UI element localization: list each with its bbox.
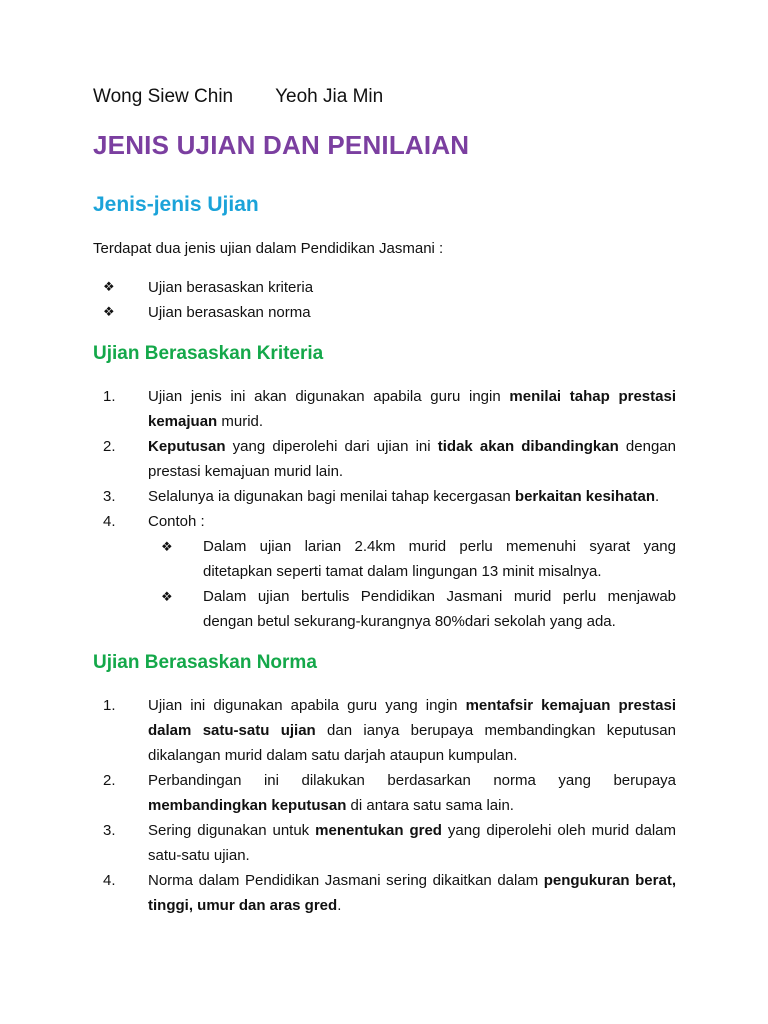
item-text: Contoh :	[148, 513, 205, 530]
list-item-text: Ujian berasaskan kriteria	[148, 279, 314, 296]
numbered-item	[93, 868, 676, 918]
item-text: Ujian ini digunakan apabila guru yang ingin mentafsir kemajuan prestasi dalam satu-satu ujian dan ianya berupaya membandingkan keputusan dikalangan murid dalam satu darjah ataupun kumpulan.	[148, 697, 676, 764]
authors-line	[93, 86, 383, 108]
kriteria-list	[93, 384, 676, 634]
numbered-item	[93, 818, 676, 868]
item-text: Selalunya ia digunakan bagi menilai tahap kecergasan berkaitan kesihatan.	[148, 488, 660, 505]
item-text: Norma dalam Pendidikan Jasmani sering dikaitkan dalam pengukuran berat, tinggi, umur dan aras gred.	[148, 872, 676, 914]
numbered-item	[93, 693, 676, 768]
item-text: Keputusan yang diperolehi dari ujian ini tidak akan dibandingkan dengan prestasi kemajuan murid lain.	[148, 438, 676, 480]
example-text: Dalam ujian larian 2.4km murid perlu memenuhi syarat yang ditetapkan seperti tamat dalam lingungan 13 minit misalnya.	[203, 538, 676, 580]
section-heading-norma: Ujian Berasaskan Norma	[93, 652, 317, 673]
item-text: Perbandingan ini dilakukan berdasarkan norma yang berupaya membandingkan keputusan di antara satu sama lain.	[148, 772, 676, 814]
intro-paragraph: Terdapat dua jenis ujian dalam Pendidikan Jasmani :	[93, 240, 444, 257]
section-heading-jenis-ujian: Jenis-jenis Ujian	[93, 193, 259, 216]
item-number: 2.	[103, 772, 116, 789]
item-text: Sering digunakan untuk menentukan gred yang diperolehi oleh murid dalam satu-satu ujian.	[148, 822, 676, 864]
list-item	[93, 304, 676, 329]
item-number: 4.	[103, 872, 116, 889]
author-name: Yeoh Jia Min	[275, 86, 384, 107]
example-text: Dalam ujian bertulis Pendidikan Jasmani murid perlu menjawab dengan betul sekurang-kurangnya 80%dari sekolah yang ada.	[203, 588, 676, 630]
item-number: 3.	[103, 822, 116, 839]
numbered-item	[93, 434, 676, 484]
example-item	[93, 584, 676, 634]
document-title: JENIS UJIAN DAN PENILAIAN	[93, 130, 470, 160]
item-number: 1.	[103, 697, 116, 714]
numbered-item	[93, 384, 676, 434]
diamond-bullet-icon: ❖	[103, 304, 115, 319]
numbered-item	[93, 509, 676, 534]
bullet-list	[93, 279, 676, 329]
author-name: Wong Siew Chin	[93, 86, 234, 107]
item-number: 4.	[103, 513, 116, 530]
norma-list	[93, 693, 676, 918]
item-number: 3.	[103, 488, 116, 505]
example-item	[93, 534, 676, 584]
numbered-item	[93, 768, 676, 818]
diamond-bullet-icon: ❖	[161, 539, 173, 554]
list-item-text: Ujian berasaskan norma	[148, 304, 311, 321]
item-number: 2.	[103, 438, 116, 455]
numbered-item	[93, 484, 676, 509]
list-item	[93, 279, 676, 304]
item-number: 1.	[103, 388, 116, 405]
section-heading-kriteria: Ujian Berasaskan Kriteria	[93, 343, 324, 364]
diamond-bullet-icon: ❖	[161, 589, 173, 604]
item-text: Ujian jenis ini akan digunakan apabila guru ingin menilai tahap prestasi kemajuan murid.	[148, 388, 676, 430]
diamond-bullet-icon: ❖	[103, 279, 115, 294]
